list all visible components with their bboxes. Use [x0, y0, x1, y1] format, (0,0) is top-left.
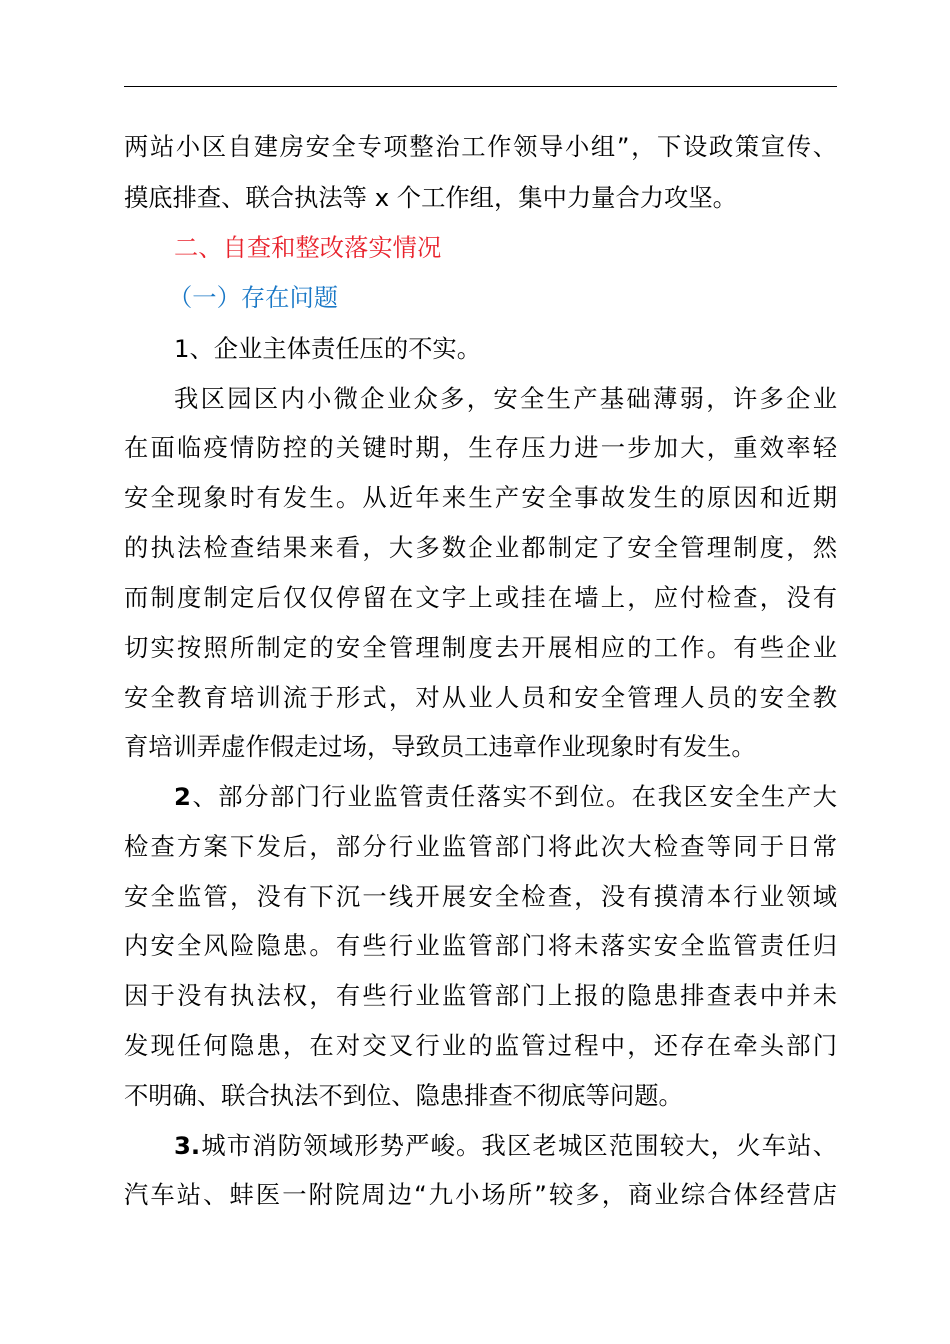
item-number: 3. — [174, 1131, 201, 1160]
paragraph-line: 发现任何隐患，在对交叉行业的监管过程中，还存在牵头部门 — [124, 1031, 837, 1060]
paragraph-line: 安全监管，没有下沉一线开展安全检查，没有摸清本行业领域 — [124, 882, 837, 911]
paragraph-line — [174, 777, 837, 817]
paragraph-line: 内安全风险隐患。有些行业监管部门将未落实安全监管责任归 — [124, 931, 837, 960]
item-number: 2 — [174, 782, 191, 811]
section-heading: 二、自查和整改落实情况 — [174, 233, 442, 262]
paragraph-line: 不明确、联合执法不到位、隐患排查不彻底等问题。 — [124, 1081, 683, 1110]
item-text: 城市消防领域形势严峻。我区老城区范围较大，火车站、 — [200, 1131, 837, 1160]
paragraph-line: 安全现象时有发生。从近年来生产安全事故发生的原因和近期 — [124, 483, 837, 512]
paragraph-line: 育培训弄虚作假走过场，导致员工违章作业现象时有发生。 — [124, 732, 756, 761]
item-heading: 1、企业主体责任压的不实。 — [174, 334, 482, 363]
paragraph-line: 切实按照所制定的安全管理制度去开展相应的工作。有些企业 — [124, 633, 837, 662]
subsection-heading: （一）存在问题 — [168, 283, 339, 312]
paragraph-line: 安全教育培训流于形式，对从业人员和安全管理人员的安全教 — [124, 683, 837, 712]
paragraph-line: 检查方案下发后，部分行业监管部门将此次大检查等同于日常 — [124, 832, 837, 861]
paragraph-line: 而制度制定后仅仅停留在文字上或挂在墙上，应付检查，没有 — [124, 583, 837, 612]
paragraph-line: 在面临疫情防控的关键时期，生存压力进一步加大，重效率轻 — [124, 433, 837, 462]
header-rule — [124, 86, 837, 87]
paragraph-line: 我区园区内小微企业众多，安全生产基础薄弱，许多企业 — [174, 384, 837, 413]
paragraph-line: 的执法检查结果来看，大多数企业都制定了安全管理制度，然 — [124, 533, 837, 562]
paragraph-line: 汽车站、蚌医一附院周边“九小场所”较多，商业综合体经营店 — [124, 1180, 837, 1209]
body-line: 摸底排查、联合执法等 x 个工作组，集中力量合力攻坚。 — [124, 183, 737, 212]
item-text: 、部分部门行业监管责任落实不到位。在我区安全生产大 — [190, 782, 837, 811]
paragraph-line — [174, 1126, 837, 1166]
body-line: 两站小区自建房安全专项整治工作领导小组”，下设政策宣传、 — [124, 132, 837, 161]
paragraph-line: 因于没有执法权，有些行业监管部门上报的隐患排查表中并未 — [124, 981, 837, 1010]
